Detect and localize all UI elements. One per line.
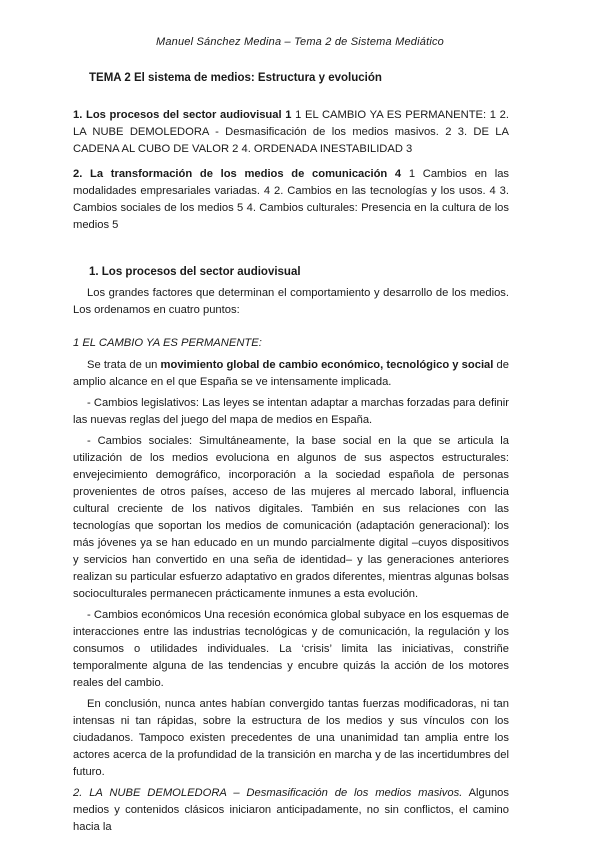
paragraph-economicos: - Cambios económicos Una recesión económica global subyace en los esquemas de interacciones entre las industrias tecnológicas y de comunicación, la regulación y los consumos o utilidades individuales. La ‘crisis’ limita las iniciativas, constriñe temporalmente alguna de las tendencias y encubre quizás la acción de los motores reales del cambio. (73, 609, 509, 689)
paragraph-1-bold: movimiento global de cambio económico, tecnológico y social (160, 359, 494, 371)
paragraph-legislativos: - Cambios legislativos: Las leyes se intentan adaptar a marchas forzadas para definir las nuevas reglas del juego del mapa de medios en España. (73, 397, 509, 426)
toc-entry-2-items: 1 Cambios en las modalidades empresariales variadas. 4 2. Cambios en las tecnologías y los usos. 4 3. Cambios sociales de los medios 5 4. Cambios culturales: Presencia en la cultura de los medios 5 (73, 168, 510, 231)
section-heading: 1. Los procesos del sector audiovisual (89, 266, 301, 278)
paragraph-nube-text: Algunos medios y contenidos clásicos iniciaron anticipadamente, no sin conflictos, el camino hacia la (73, 787, 509, 833)
paragraph-nube-heading: 2. LA NUBE DEMOLEDORA – Desmasificación de los medios masivos. (73, 787, 463, 799)
document-title: TEMA 2 El sistema de medios: Estructura y evolución (89, 72, 382, 84)
toc-entry-1-items: 1 EL CAMBIO YA ES PERMANENTE: 1 2. LA NUBE DEMOLEDORA - Desmasificación de los medios masivos. 2 3. DE LA CADENA AL CUBO DE VALOR 2 4. ORDENADA INESTABILIDAD 3 (73, 109, 510, 155)
paragraph-nube (73, 785, 509, 836)
running-header: Manuel Sánchez Medina – Tema 2 de Sistema Mediático (155, 36, 444, 48)
toc-entry-1 (73, 107, 509, 158)
toc-entry-1-heading: 1. Los procesos del sector audiovisual 1 (73, 109, 292, 121)
paragraph-1 (73, 357, 509, 391)
toc-entry-2-heading: 2. La transformación de los medios de comunicación 4 (73, 168, 402, 180)
paragraph-sociales: - Cambios sociales: Simultáneamente, la base social en la que se articula la utilización de los medios evoluciona en algunos de sus aspectos estructurales: envejecimiento demográfico, incorporación a la sociedad española de personas provenientes de otros países, acceso de las mujeres al mercado laboral, influencia cultural creciente de los nativos digitales. También en sus relaciones con las tecnologías que soportan los medios de comunicación (adaptación generacional): los más jóvenes ya se han educado en un mundo parcialmente digital –cuyos dispositivos y servicios han convertido en una seña de identidad– y las generaciones anteriores realizan su particular esfuerzo adaptativo en grados diferentes, mientras algunas bolsas socioculturales permanecen prácticamente inmunes a esta evolución. (73, 435, 509, 600)
paragraph-conclusion: En conclusión, nunca antes habían convergido tantas fuerzas modificadoras, ni tan intensas ni tan rápidas, sobre la estructura de los medios y sus vínculos con los ciudadanos. Tampoco existen precedentes de una unanimidad tan amplia entre los actores acerca de la profundidad de la transición en marcha y de las incertidumbres del futuro. (73, 698, 509, 778)
paragraph-1-post: de amplio alcance en el que España se ve intensamente implicada. (73, 359, 509, 388)
section-body (73, 285, 509, 840)
paragraph-1-pre: Se trata de un (87, 359, 161, 371)
subheading-cambio: 1 EL CAMBIO YA ES PERMANENTE: (73, 337, 262, 349)
toc-entry-2 (73, 166, 509, 234)
intro-paragraph: Los grandes factores que determinan el comportamiento y desarrollo de los medios. Los ordenamos en cuatro puntos: (73, 287, 509, 316)
